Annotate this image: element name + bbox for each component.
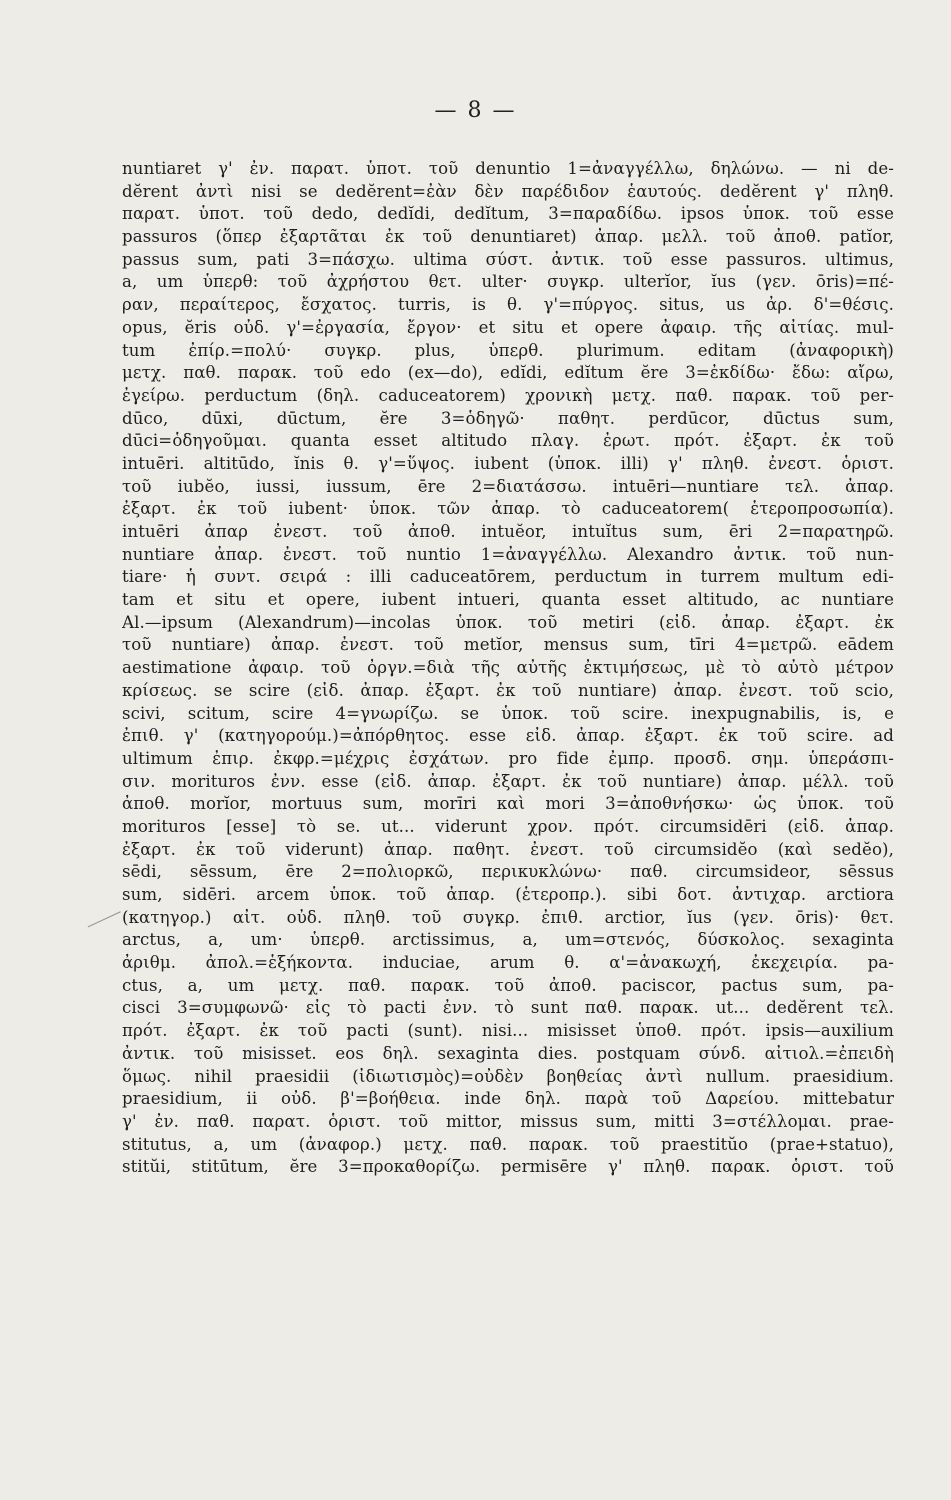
text-line: ultimum ἐπιρ. ἐκφρ.=μέχρις ἐσχάτων. pro fide ἐμπρ. προσδ. σημ. ὑπεράσπι- — [122, 748, 894, 768]
text-line: ἀντικ. τοῦ misisset. eos δηλ. sexaginta dies. postquam σύνδ. αἰτιολ.=ἐπειδὴ — [122, 1043, 894, 1063]
text-line: ἐγείρω. perductum (δηλ. caduceatorem) χρονικὴ μετχ. παθ. παρακ. τοῦ per- — [122, 385, 894, 405]
text-line: πρότ. ἐξαρτ. ἐκ τοῦ pacti (sunt). nisi... misisset ὑποθ. πρότ. ipsis—auxilium — [122, 1021, 894, 1041]
text-line: ctus, a, um μετχ. παθ. παρακ. τοῦ ἀποθ. paciscor, pactus sum, pa- — [122, 975, 894, 995]
text-line: nuntiare ἀπαρ. ἐνεστ. τοῦ nuntio 1=ἀναγγέλλω. Alexandro ἀντικ. τοῦ nun- — [122, 544, 894, 564]
text-line: τοῦ nuntiare) ἀπαρ. ἐνεστ. τοῦ metĭor, mensus sum, tīri 4=μετρῶ. eādem — [122, 635, 894, 655]
text-line: Al.—ipsum (Alexandrum)—incolas ὑποκ. τοῦ metiri (εἰδ. ἀπαρ. ἐξαρτ. ἐκ — [122, 612, 894, 632]
text-line: ραν, περαίτερος, ἔσχατος. turris, is θ. γ'=πύργος. situs, us ἀρ. δ'=θέσις. — [122, 295, 894, 315]
text-line: intuēri. altitūdo, ĭnis θ. γ'=ὕψος. iubent (ὑποκ. illi) γ' πληθ. ἐνεστ. ὁριστ. — [122, 453, 894, 473]
text-line: passuros (ὅπερ ἐξαρτᾶται ἐκ τοῦ denuntiaret) ἀπαρ. μελλ. τοῦ ἀποθ. patĭor, — [122, 227, 894, 247]
text-line: ὅμως. nihil praesidii (ἰδιωτισμὸς)=οὐδὲν βοηθείας ἀντὶ nullum. praesidium. — [122, 1066, 894, 1086]
text-line: arctus, a, um· ὑπερθ. arctissimus, a, um=στενός, δύσκολος. sexaginta — [122, 930, 894, 950]
text-line: stitutus, a, um (ἀναφορ.) μετχ. παθ. παρακ. τοῦ praestitŭo (prae+statuo), — [122, 1134, 894, 1154]
text-line: τοῦ iubĕo, iussi, iussum, ēre 2=διατάσσω. intuēri—nuntiare τελ. ἀπαρ. — [122, 476, 894, 496]
text-line: ἐπιθ. γ' (κατηγορούμ.)=ἀπόρθητος. esse εἰδ. ἀπαρ. ἐξαρτ. ἐκ τοῦ scire. ad — [122, 726, 894, 746]
text-line: stitŭi, stitūtum, ĕre 3=προκαθορίζω. permisēre γ' πληθ. παρακ. ὁριστ. τοῦ — [122, 1157, 894, 1177]
text-line: μετχ. παθ. παρακ. τοῦ edo (ex—do), edĭdi, edĭtum ĕre 3=ἐκδίδω· ἔδω: αἴρω, — [122, 363, 894, 383]
text-line: sēdi, sēssum, ēre 2=πολιορκῶ, περικυκλώνω· παθ. circumsideor, sēssus — [122, 862, 894, 882]
text-line: tum ἐπίρ.=πολύ· συγκρ. plus, ὑπερθ. plurimum. editam (ἀναφορικὴ) — [122, 340, 894, 360]
text-line: praesidium, ii οὐδ. β'=βοήθεια. inde δηλ. παρὰ τοῦ Δαρείου. mittebatur — [122, 1089, 894, 1109]
text-line: sum, sidēri. arcem ὑποκ. τοῦ ἀπαρ. (ἑτεροπρ.). sibi δοτ. ἀντιχαρ. arctiora — [122, 885, 894, 904]
text-line: tiare· ἡ συντ. σειρά : illi caduceatōrem, perductum in turrem multum edi- — [122, 567, 894, 587]
text-line: dūco, dūxi, dūctum, ĕre 3=ὁδηγῶ· παθητ. perdūcor, dūctus sum, — [122, 408, 894, 428]
text-line: ἀριθμ. ἀπολ.=ἑξήκοντα. induciae, arum θ. α'=ἀνακωχή, ἐκεχειρία. pa- — [122, 953, 894, 973]
text-line: tam et situ et opere, iubent intueri, quanta esset altitudo, ac nuntiare — [122, 590, 894, 610]
text-line: ἀποθ. morĭor, mortuus sum, morīri καὶ mori 3=ἀποθνήσκω· ὡς ὑποκ. τοῦ — [122, 794, 894, 814]
text-line: aestimatione ἀφαιρ. τοῦ ὀργν.=διὰ τῆς αὐτῆς ἐκτιμήσεως, μὲ τὸ αὐτὸ μέτρον — [122, 658, 894, 678]
text-line: παρατ. ὑποτ. τοῦ dedo, dedĭdi, dedĭtum, 3=παραδίδω. ipsos ὑποκ. τοῦ esse — [122, 204, 894, 224]
text-line: nuntiaret γ' ἐν. παρατ. ὑποτ. τοῦ denuntio 1=ἀναγγέλλω, δηλώνω. — ni de- — [122, 159, 894, 178]
text-line: σιν. morituros ἐνν. esse (εἰδ. ἀπαρ. ἐξαρτ. ἐκ τοῦ nuntiare) ἀπαρ. μέλλ. τοῦ — [122, 771, 894, 791]
text-line: ἐξαρτ. ἐκ τοῦ viderunt) ἀπαρ. παθητ. ἐνεστ. τοῦ circumsidĕo (καὶ sedĕo), — [122, 839, 894, 859]
text-line: κρίσεως. se scire (εἰδ. ἀπαρ. ἐξαρτ. ἐκ τοῦ nuntiare) ἀπαρ. ἐνεστ. τοῦ scio, — [122, 680, 894, 700]
text-line: scivi, scitum, scire 4=γνωρίζω. se ὑποκ. τοῦ scire. inexpugnabilis, is, e — [122, 703, 894, 723]
text-line: dūci=ὁδηγοῦμαι. quanta esset altitudo πλαγ. ἐρωτ. πρότ. ἐξαρτ. ἐκ τοῦ — [122, 431, 894, 451]
text-line: (κατηγορ.) αἰτ. οὐδ. πληθ. τοῦ συγκρ. ἐπιθ. arctior, ĭus (γεν. ōris)· θετ. — [122, 907, 894, 927]
text-line: ἐξαρτ. ἐκ τοῦ iubent· ὑποκ. τῶν ἀπαρ. τὸ caduceatorem( ἑτεροπροσωπία). — [122, 499, 894, 519]
text-line: γ' ἐν. παθ. παρατ. ὁριστ. τοῦ mittor, missus sum, mitti 3=στέλλομαι. prae- — [122, 1111, 894, 1131]
text-line: passus sum, pati 3=πάσχω. ultima σύστ. ἀντικ. τοῦ esse passuros. ultimus, — [122, 249, 894, 269]
text-line: dĕrent ἀντὶ nisi se dedĕrent=ἐὰν δὲν παρέδιδον ἑαυτούς. dedĕrent γ' πληθ. — [122, 181, 894, 201]
text-line: opus, ĕris οὐδ. γ'=ἐργασία, ἔργον· et situ et opere ἀφαιρ. τῆς αἰτίας. mul- — [122, 317, 894, 337]
body-text — [122, 158, 894, 1179]
text-line: intuēri ἀπαρ ἐνεστ. τοῦ ἀποθ. intuĕor, intuĭtus sum, ēri 2=παρατηρῶ. — [122, 522, 894, 541]
text-line: morituros [esse] τὸ se. ut... viderunt χρον. πρότ. circumsidēri (εἰδ. ἀπαρ. — [122, 816, 894, 836]
page-number: — 8 — — [434, 98, 517, 123]
text-line: a, um ὑπερθ: τοῦ ἀχρήστου θετ. ulter· συγκρ. ulterĭor, ĭus (γεν. ōris)=πέ- — [122, 272, 894, 292]
text-line: cisci 3=συμφωνῶ· εἰς τὸ pacti ἐνν. τὸ sunt παθ. παρακ. ut... dedĕrent τελ. — [122, 998, 894, 1018]
